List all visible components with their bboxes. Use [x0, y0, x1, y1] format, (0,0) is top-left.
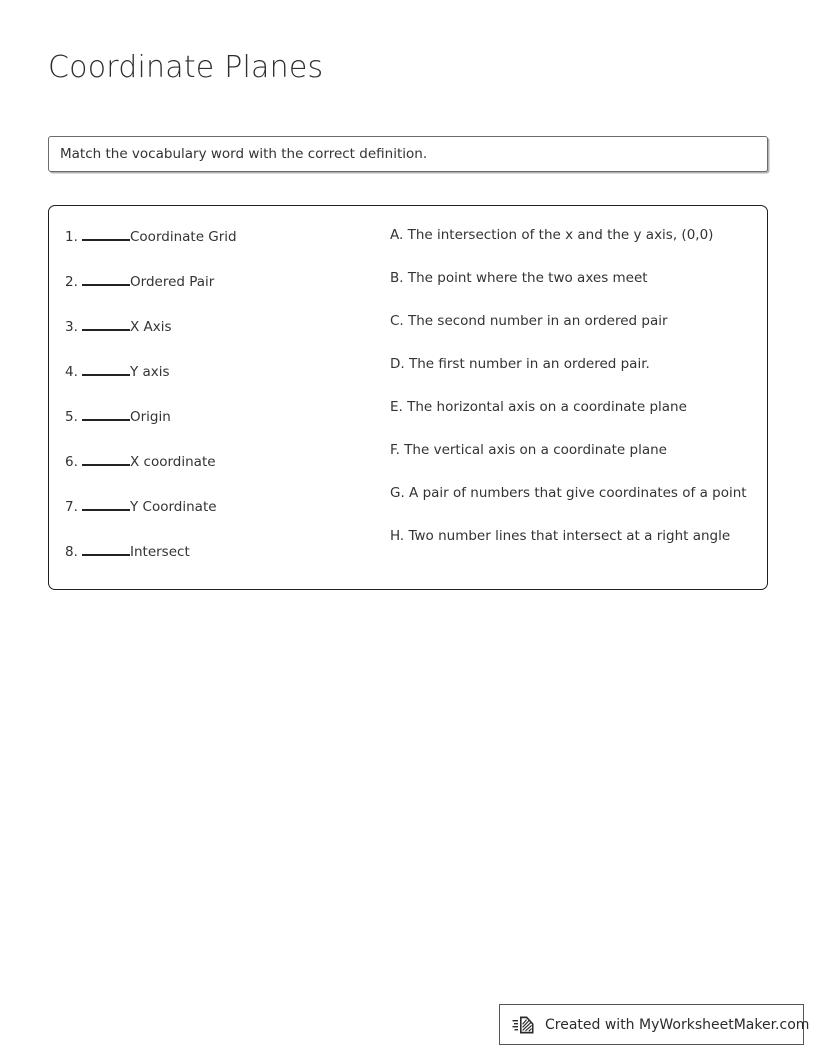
- term-label: Coordinate Grid: [130, 229, 237, 245]
- term-label: Ordered Pair: [130, 274, 215, 290]
- page-title: Coordinate Planes: [48, 50, 324, 85]
- vocabulary-terms-column: [65, 226, 385, 586]
- term-number: 3.: [65, 319, 78, 335]
- definition-row: B. The point where the two axes meet: [390, 270, 648, 286]
- term-row: [65, 406, 385, 451]
- term-number: 6.: [65, 454, 78, 470]
- term-number: 8.: [65, 544, 78, 560]
- term-number: 2.: [65, 274, 78, 290]
- definition-row: C. The second number in an ordered pair: [390, 313, 668, 329]
- instructions-box: [48, 136, 768, 172]
- answer-blank[interactable]: [82, 271, 130, 286]
- matching-columns: [49, 206, 767, 589]
- answer-blank[interactable]: [82, 541, 130, 556]
- term-label: Y Coordinate: [130, 499, 217, 515]
- answer-blank[interactable]: [82, 226, 130, 241]
- definition-row: F. The vertical axis on a coordinate plane: [390, 442, 667, 458]
- term-number: 5.: [65, 409, 78, 425]
- definition-row: E. The horizontal axis on a coordinate plane: [390, 399, 687, 415]
- term-label: X Axis: [130, 319, 172, 335]
- answer-blank[interactable]: [82, 496, 130, 511]
- term-label: X coordinate: [130, 454, 216, 470]
- instructions-text: Match the vocabulary word with the correct definition.: [60, 146, 428, 162]
- definition-row: D. The first number in an ordered pair.: [390, 356, 650, 372]
- term-row: [65, 496, 385, 541]
- term-row: [65, 541, 385, 586]
- term-label: Intersect: [130, 544, 190, 560]
- term-number: 4.: [65, 364, 78, 380]
- footer-attribution-badge[interactable]: [499, 1004, 810, 1045]
- term-row: [65, 316, 385, 361]
- term-row: [65, 361, 385, 406]
- worksheet-maker-logo-icon: [512, 1013, 536, 1037]
- matching-exercise-box: [48, 205, 768, 590]
- footer-attribution-text: Created with MyWorksheetMaker.com: [545, 1016, 810, 1033]
- term-row: [65, 226, 385, 271]
- term-label: Y axis: [130, 364, 170, 380]
- definition-row: A. The intersection of the x and the y axis, (0,0): [390, 227, 714, 243]
- term-label: Origin: [130, 409, 171, 425]
- answer-blank[interactable]: [82, 406, 130, 421]
- definition-row: H. Two number lines that intersect at a right angle: [390, 528, 731, 544]
- term-row: [65, 271, 385, 316]
- answer-blank[interactable]: [82, 316, 130, 331]
- answer-blank[interactable]: [82, 361, 130, 376]
- term-number: 1.: [65, 229, 78, 245]
- answer-blank[interactable]: [82, 451, 130, 466]
- definitions-column: [390, 227, 762, 571]
- term-number: 7.: [65, 499, 78, 515]
- definition-row: G. A pair of numbers that give coordinates of a point: [390, 485, 747, 501]
- term-row: [65, 451, 385, 496]
